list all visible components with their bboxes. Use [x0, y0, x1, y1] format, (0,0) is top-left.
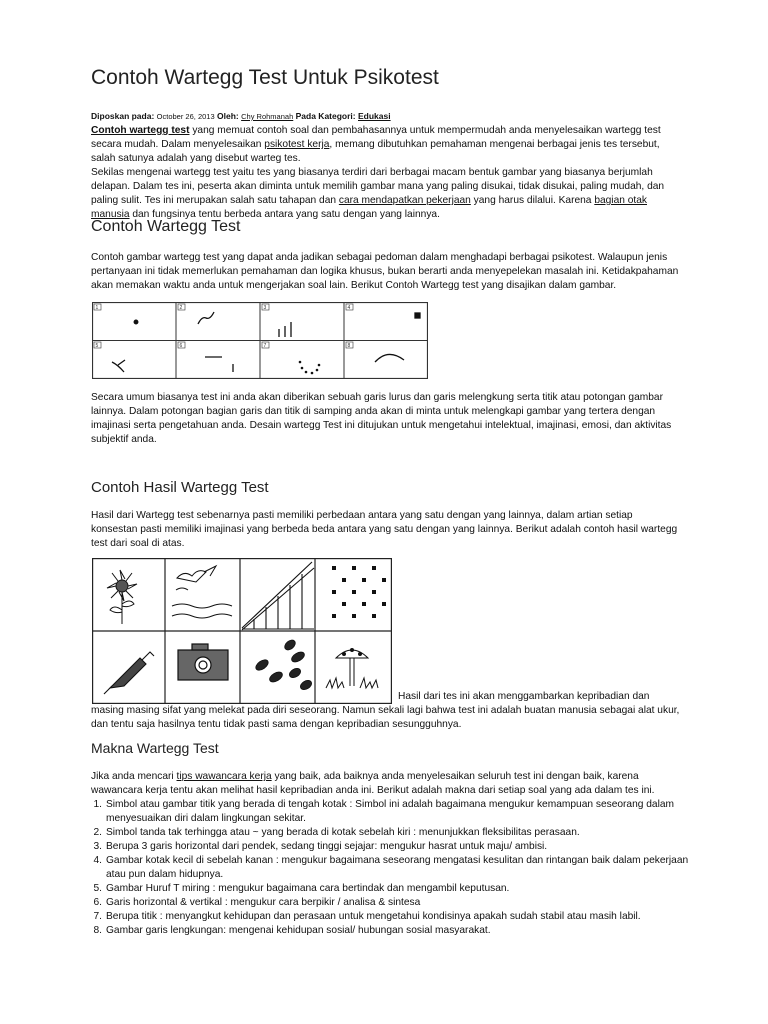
section3-intro: Jika anda mencari tips wawancara kerja yang baik, ada baiknya anda menyelesaikan seluruh test ini dengan baik, karena wawancara kerja tentu akan melihat hasil kepribadian anda ini. Berikut adalah makna dari setiap soal yang ada dalam tes ini.	[91, 771, 655, 796]
stimulus-square	[415, 313, 420, 318]
stimulus-dot	[134, 320, 138, 324]
makna-list	[91, 798, 706, 938]
wartegg-test-grid	[92, 302, 428, 379]
section2-side-text: Hasil dari tes ini akan menggambarkan kepribadian dan	[398, 691, 650, 702]
box-number: 3	[263, 305, 267, 311]
box-number: 8	[347, 343, 351, 349]
list-item: 3. Berupa 3 garis horizontal dari pendek, sedang tinggi sejajar: mengukur hasrat untuk maju/ ambisi.	[93, 841, 548, 852]
section-heading-hasil-wartegg: Contoh Hasil Wartegg Test	[91, 479, 269, 496]
drawing-camera	[178, 644, 228, 680]
category-label: Pada Kategori:	[295, 111, 356, 121]
post-meta	[91, 110, 391, 123]
post-date: October 26, 2013	[156, 112, 215, 121]
box-number: 5	[95, 343, 99, 349]
list-item: 1. Simbol atau gambar titik yang berada di tengah kotak : Simbol ini adalah bagaimana mengukur kemampuan seseorang dalam menyesuaikan diri dalam lingkungan sekitar.	[93, 799, 675, 824]
wartegg-result-drawings	[92, 558, 392, 704]
author-link[interactable]: Chy Rohmanah	[241, 112, 294, 121]
box-number: 6	[179, 343, 183, 349]
section2-paragraph: Hasil dari Wartegg test sebenarnya pasti memiliki perbedaan antara yang satu dengan yang lainnya, dalam artian setiap konsestan pasti memiliki imajinasi yang berbeda beda antara yang satu dengan yang lainnya. Berikut adalah contoh hasil wartegg test dari soal di atas.	[91, 510, 678, 549]
list-item: 4. Gambar kotak kecil di sebelah kanan : mengukur bagaimana seseorang mengatasi kesulitan dan rintangan baik dalam pekerjaan atau pun dalam hidupnya.	[93, 855, 689, 880]
page-title: Contoh Wartegg Test Untuk Psikotest	[91, 66, 439, 89]
section2-paragraph-2: masing masing sifat yang melekat pada diri seseorang. Namun sekali lagi bahwa test ini adalah buatan manusia sebagai alat ukur, dan tentu saja hasilnya tentu tidak pasti sama dengan kepribadian sesungguhnya.	[91, 705, 680, 730]
list-item: 2. Simbol tanda tak terhingga atau ~ yang berada di kotak sebelah kiri : menunjukkan fleksibilitas perasaan.	[93, 827, 580, 838]
cara-mendapatkan-pekerjaan-link[interactable]: cara mendapatkan pekerjaan	[338, 195, 471, 206]
section1-paragraph-2: Secara umum biasanya test ini anda akan diberikan sebuah garis lurus dan garis melengkung serta titik atau potongan gambar lainnya. Dalam potongan bagian garis dan titik di samping anda akan di minta untuk melengkapi gambar yang tertera dengan imajinasi serta pengetahuan anda. Desain wartegg Test ini ditujukan untuk mengetahui intelektual, imajinasi, emosi, dan aktivitas subjektif anda.	[91, 392, 672, 445]
contoh-wartegg-link[interactable]: Contoh wartegg test	[91, 125, 190, 136]
bagian-otak-manusia-link[interactable]: bagian otak manusia	[91, 195, 647, 220]
posted-label: Diposkan pada:	[91, 111, 155, 121]
by-label: Oleh:	[217, 111, 239, 121]
box-number: 1	[95, 305, 99, 311]
intro-paragraph: Contoh wartegg test yang memuat contoh soal dan pembahasannya untuk mempermudah anda menyelesaikan wartegg test secara mudah. Dalam menyelesaikan psikotest kerja, memang dibutuhkan pemahaman mengenai berbagai jenis tes tersebut, salah satunya adalah yang disebut warteg tes. Sekilas mengenai wartegg test yaitu tes yang biasanya terdiri dari berbagai macam bentuk gambar yang biasanya berjumlah delapan. Dalam tes ini, peserta akan diminta untuk memilih gambar mana yang paling disukai, tidak disukai, paling mudah, dan paling sulit. Tes ini merupakan salah satu tahapan dan cara mendapatkan pekerjaan yang harus dilalui. Karena bagian otak manusia dan fungsinya tentu berbeda antara yang satu dengan yang lainnya.	[91, 125, 665, 220]
list-item: 5. Gambar Huruf T miring : mengukur bagaimana cara bertindak dan mengambil keputusan.	[93, 883, 510, 894]
box-number: 2	[179, 305, 183, 311]
section1-paragraph: Contoh gambar wartegg test yang dapat anda jadikan sebagai pedoman dalam menghadapi berbagai psikotest. Walaupun jenis pertanyaan ini tidak memerlukan pemahaman dan logika khusus, bukan berarti anda menyepelekan masalah ini. Ketidakpahaman akan memakan waktu anda untuk mengerjakan soal lain. Berikut Contoh Wartegg test yang disajikan dalam gambar.	[91, 252, 679, 291]
tips-wawancara-kerja-link[interactable]: tips wawancara kerja	[176, 771, 272, 782]
section-heading-makna-wartegg: Makna Wartegg Test	[91, 740, 219, 756]
list-item: 8. Gambar garis lengkungan: mengenai kehidupan sosial/ hubungan sosial masyarakat.	[93, 925, 491, 936]
box-number: 4	[347, 305, 351, 311]
list-item: 7. Berupa titik : menyangkut kehidupan dan perasaan untuk mengetahui kondisinya apakah sudah stabil atau masih labil.	[93, 911, 641, 922]
psikotest-kerja-link[interactable]: psikotest kerja	[264, 139, 330, 150]
section-heading-contoh-wartegg: Contoh Wartegg Test	[91, 218, 241, 235]
list-item: 6. Garis horizontal & vertikal : mengukur cara berpikir / analisa & sintesa	[93, 897, 421, 908]
box-number: 7	[263, 343, 267, 349]
category-link[interactable]: Edukasi	[358, 111, 391, 121]
